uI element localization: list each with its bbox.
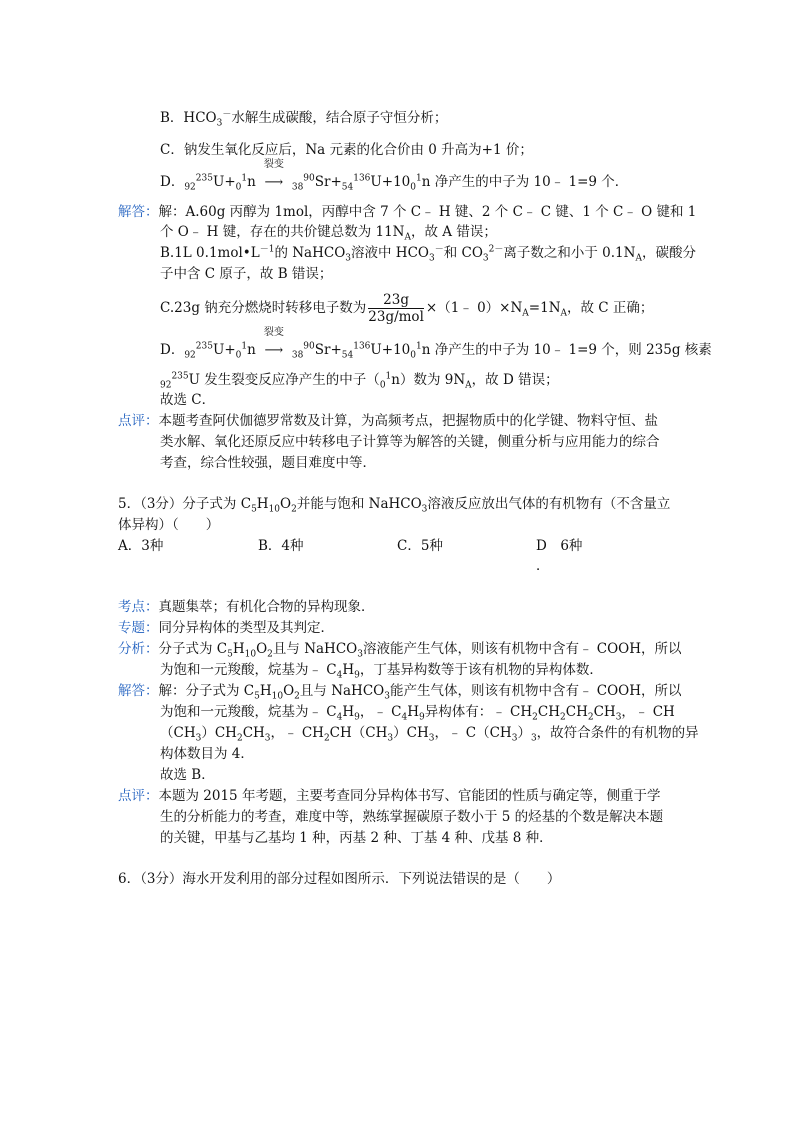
fraction: $\frac{23g}{\text{23g/mol}}$	[368, 292, 424, 325]
q4-answer-line-7: $_{92}^{235}$U 发生裂变反应净产生的中子$(_0^1n)$数为 $9N_A$，故 D 错误；	[160, 371, 559, 391]
q5-kaodian: 考点：真题集萃；有机化合物的异构现象．	[118, 599, 375, 615]
q5-dianping-line-2: 生的分析能力的考查，难度中等，熟练掌握碳原子数小于 5 的烃基的个数是解决本题	[160, 809, 664, 825]
q4-answer-line-5: C.23g 钠充分燃烧时转移电子数为 $\frac{23g}{\text{23g/mol}}$ ×（1﹣ $0)\times N_A=1N_A$，故 C 正确；	[160, 292, 654, 325]
q4-option-c: C．钠发生氧化反应后，Na 元素的化合价由 0 升高为+1 价；	[160, 142, 533, 158]
q4-answer-line-1: 解答：解：A.60g 丙醇为 1mol，丙醇中含 7 个 C﹣ H 键、2 个 C﹣ C 键、1 个 C﹣ O 键和 1	[118, 204, 697, 220]
q4-comment-line-3: 考查，综合性较强，题目难度中等．	[160, 455, 376, 471]
q5-dianping-line-1: 点评：本题为 2015 年考题，主要考查同分异构体书写、官能团的性质与确定等，侧重于学	[118, 788, 661, 804]
q6-stem: 6．（3分）海水开发利用的部分过程如图所示．下列说法错误的是（ ）	[118, 871, 561, 887]
q5-option-d-dot: ．	[536, 558, 550, 574]
q5-option-b: B．4种	[258, 538, 304, 554]
q4-comment-line-2: 类水解、氧化还原反应中转移电子计算等为解答的关键，侧重分析与应用能力的综合	[160, 434, 660, 450]
q5-jieda-line-4: 构体数目为 4．	[160, 746, 254, 762]
q4-answer-line-6: D．$_{92}^{235}U+_0^1n$ 裂变 ⟶ $_{38}^{90}Sr+_{54}^{136}U+10_0^1n$ 净产生的中子为 10﹣ 1=9 个，则 235g 核素	[160, 327, 712, 361]
q4-option-b: B．$HCO_3^-$水解生成碳酸，结合原子守恒分析；	[160, 109, 448, 129]
q4-option-d: D．$_{92}^{235}U+_0^1n$ 裂变 ⟶ $_{38}^{90}Sr+_{54}^{136}U+10_0^1n$ 净产生的中子为 10﹣ 1=9 个．	[160, 159, 629, 193]
q4-comment-line-1: 点评：本题考查阿伏伽德罗常数及计算，为高频考点，把握物质中的化学键、物料守恒、盐	[118, 413, 658, 429]
q5-jieda-line-5: 故选 B．	[160, 767, 215, 783]
q5-stem-line-2: 体异构）（ ）	[118, 517, 220, 533]
q5-option-d: D 6种	[536, 538, 583, 554]
q4-answer-line-4: 子中含 C 原子，故 B 错误；	[160, 266, 333, 282]
q5-jieda-line-1: 解答：解：分子式为 $C_5H_{10}O_2$且与 NaHCO$_3$能产生气体，则该有机物中含有﹣ COOH，所以	[118, 683, 682, 702]
q5-dianping-line-3: 的关键，甲基与乙基均 1 种，丙基 2 种、丁基 4 种、戊基 8 种．	[160, 830, 553, 846]
q5-jieda-line-2: 为饱和一元羧酸，烷基为﹣ $C_4H_9$，﹣ $C_4H_9$异构体有：﹣ $CH_2CH_2CH_2CH_3$，﹣ CH	[160, 704, 675, 723]
fission-arrow: 裂变 ⟶	[263, 159, 284, 190]
q5-jieda-line-3: $(CH_3)CH_2CH_3$，﹣ $CH_2CH(CH_3)CH_3$，﹣ $C(CH_3)_3$，故符合条件的有机物的异	[160, 725, 699, 744]
q5-stem-line-1: 5．（3分）分子式为 $C_5H_{10}O_2$并能与饱和 NaHCO$_3$溶液反应放出气体的有机物有（不含量立	[118, 496, 671, 515]
q5-fenxi-line-1: 分析：分子式为 $C_5H_{10}O_2$且与 NaHCO$_3$溶液能产生气体，则该有机物中含有﹣ COOH，所以	[118, 641, 682, 660]
q4-answer-line-8: 故选 C．	[160, 392, 216, 408]
q5-fenxi-line-2: 为饱和一元羧酸，烷基为﹣ $C_4H_9$，丁基异构数等于该有机物的异构体数．	[160, 662, 603, 681]
q5-option-c: C．5种	[397, 538, 443, 554]
q4-answer-line-3: B.1L $0.1mol•L^{-1}$的 NaHCO$_3$溶液中 $HCO_3^-$和 $CO_3^{2-}$离子数之和小于 $0.1N_A$，碳酸分	[160, 244, 696, 264]
q5-option-a: A．3种	[118, 538, 164, 554]
q5-zhuanti: 专题：同分异构体的类型及其判定．	[118, 620, 334, 636]
q4-answer-line-2: 个 O﹣ H 键，存在的共价键总数为 $11N_A$，故 A 错误；	[160, 224, 497, 243]
